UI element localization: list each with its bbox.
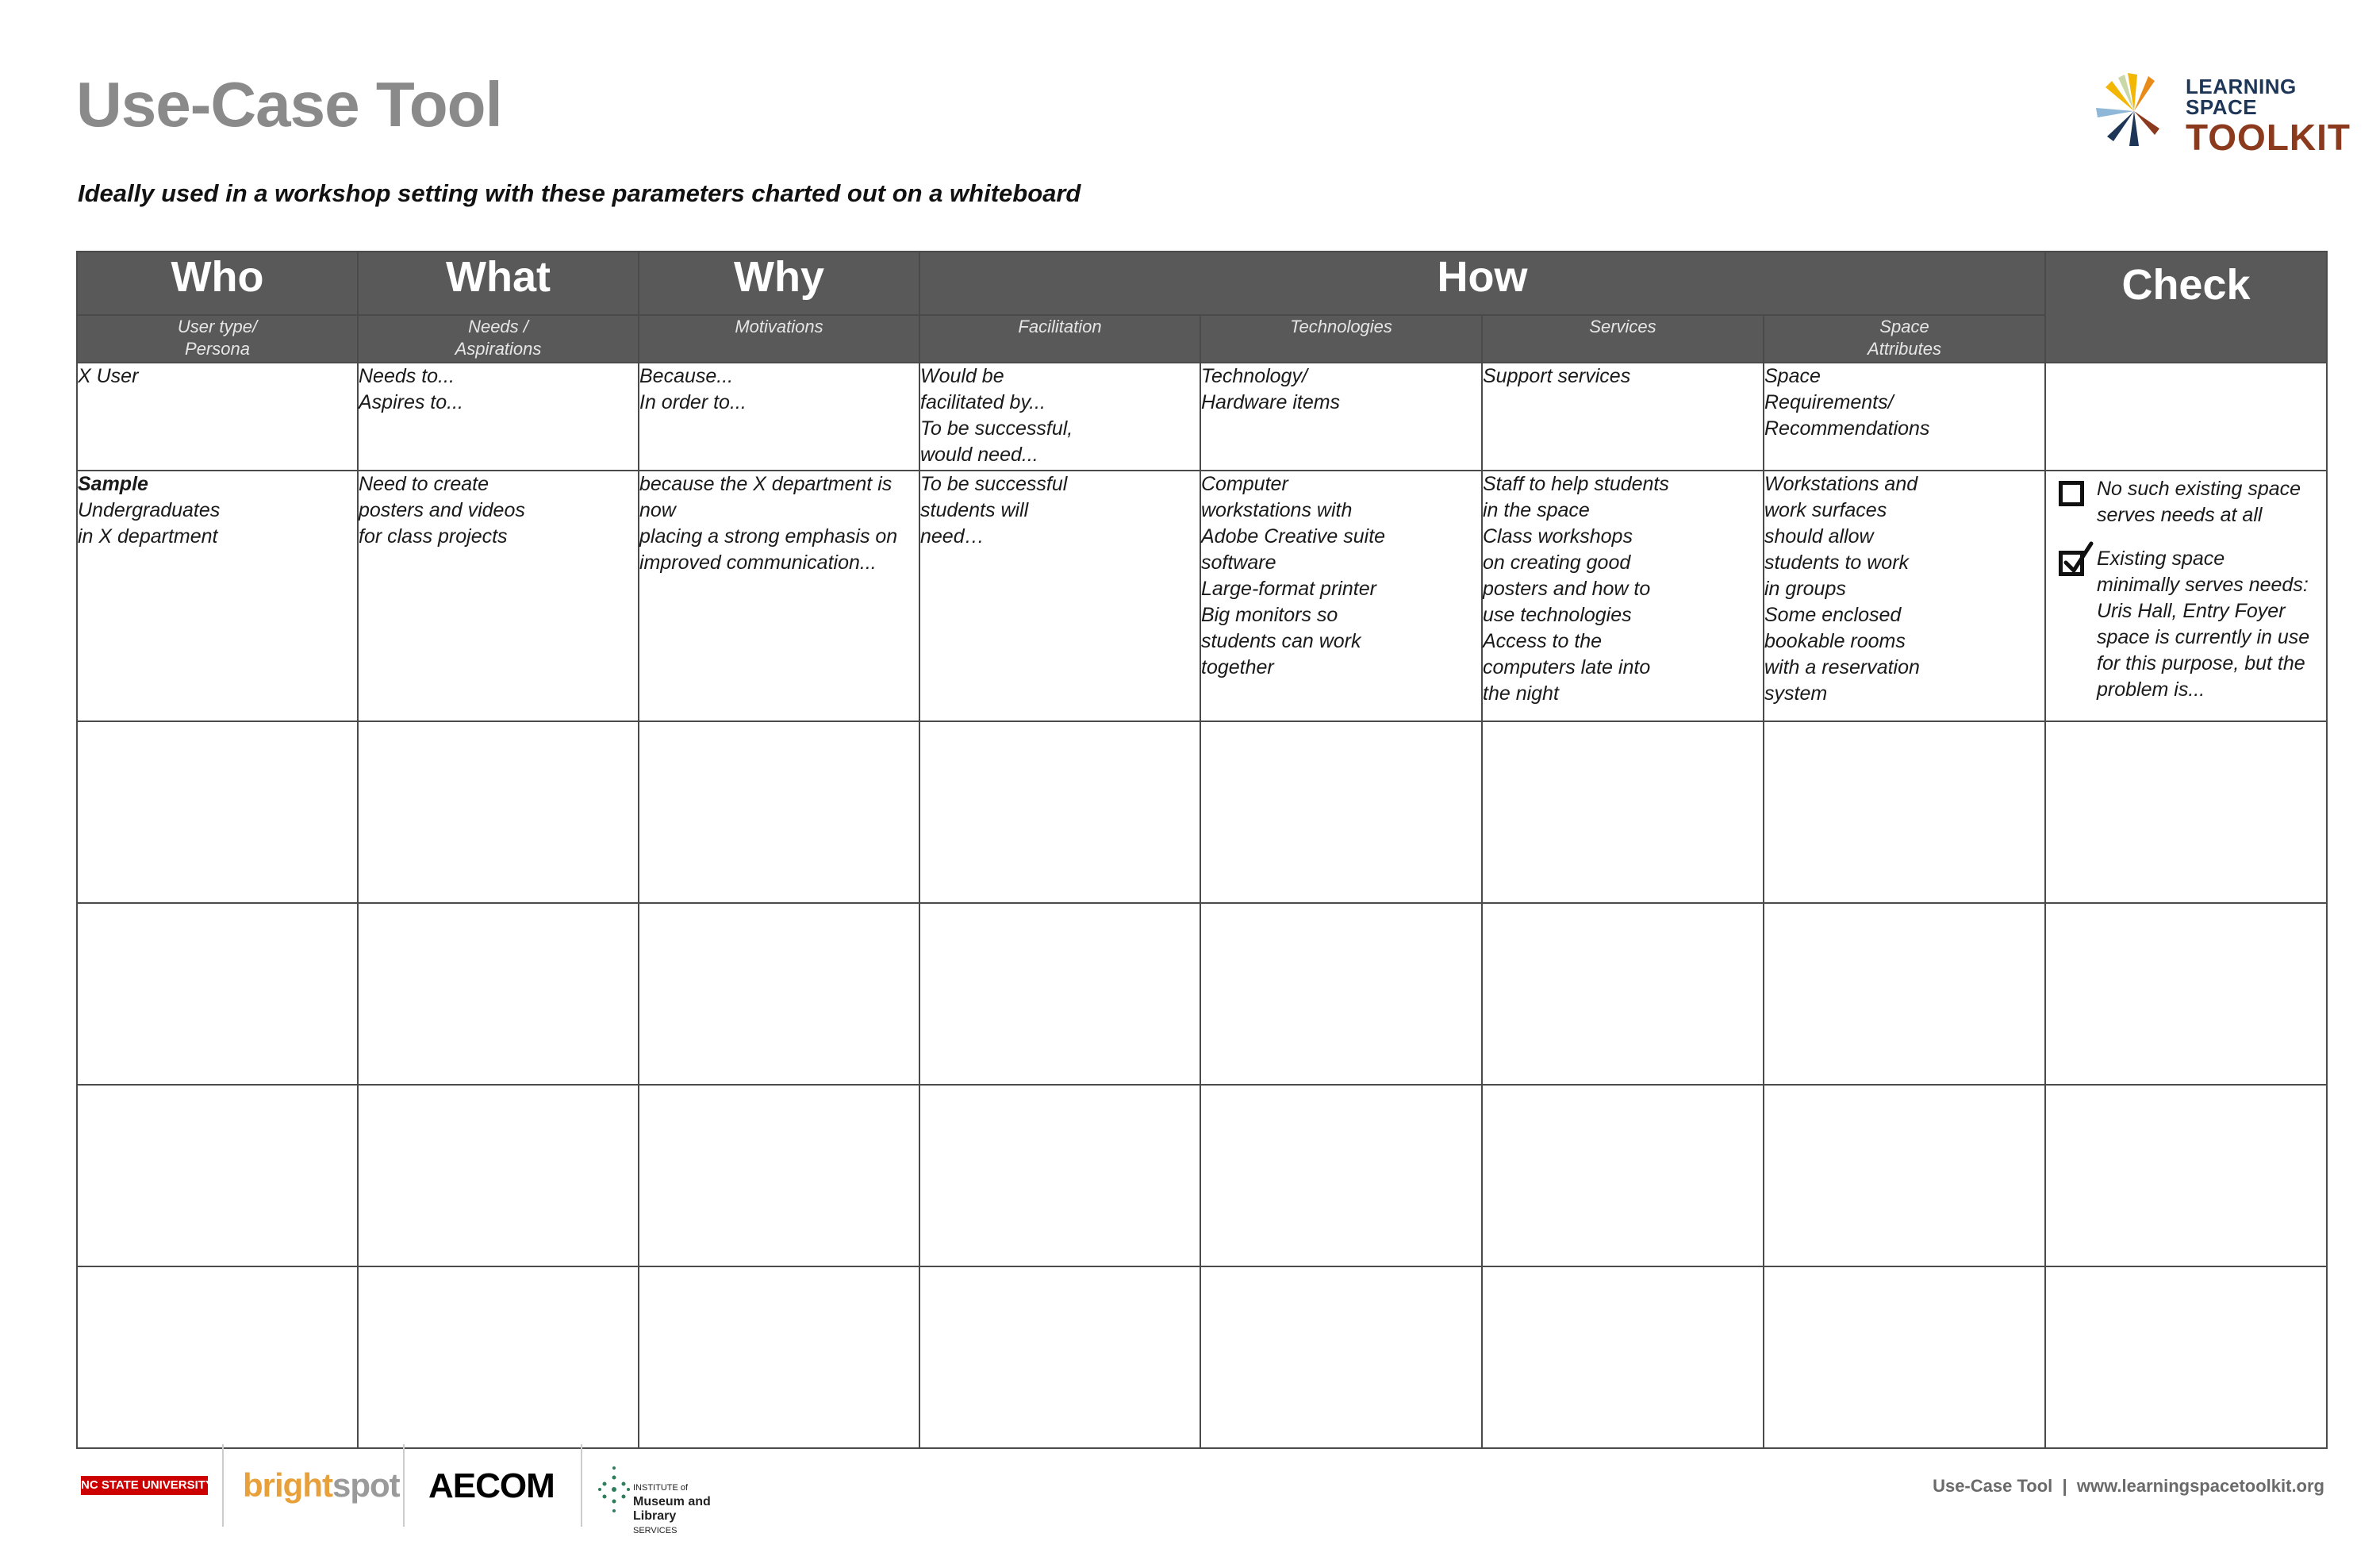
- sample-cell-who[interactable]: [77, 471, 358, 721]
- subheader-facilitation: Facilitation: [919, 315, 1200, 363]
- empty-cell[interactable]: [1764, 721, 2045, 903]
- cell-line: bookable rooms: [1764, 630, 1906, 652]
- empty-row: [77, 721, 2327, 903]
- cell-line: software: [1201, 551, 1276, 574]
- divider: [581, 1444, 582, 1527]
- imls-logo: [597, 1462, 755, 1535]
- brightspot-b: spot: [332, 1466, 400, 1504]
- cell-line: for class projects: [359, 525, 508, 548]
- empty-cell[interactable]: [1482, 1085, 1764, 1266]
- sample-cell-why[interactable]: [639, 471, 919, 721]
- guide-row: [77, 363, 2327, 471]
- cell-line: together: [1201, 656, 1274, 678]
- header-how: How: [919, 252, 2045, 315]
- cell-line: problem is...: [2097, 678, 2205, 701]
- imls-burst-icon: [597, 1462, 631, 1517]
- empty-cell[interactable]: [77, 721, 358, 903]
- check-option-none: [2059, 476, 2326, 528]
- cell-line: Big monitors so: [1201, 604, 1338, 626]
- empty-cell[interactable]: [1200, 1085, 1482, 1266]
- cell-line: No such existing space: [2097, 478, 2301, 500]
- check-option-minimal: [2059, 546, 2326, 703]
- cell-line: improved communication...: [639, 551, 877, 574]
- sunburst-icon: [2086, 70, 2182, 149]
- ncsu-logo: NC STATE UNIVERSITY: [81, 1476, 208, 1495]
- sample-cell-services[interactable]: [1482, 471, 1764, 721]
- guide-cell-who[interactable]: [77, 363, 358, 471]
- subheader-motivations: Motivations: [639, 315, 919, 363]
- aecom-logo: AECOM: [428, 1466, 555, 1505]
- cell-line: Recommendations: [1764, 417, 1930, 440]
- sample-cell-what[interactable]: [358, 471, 639, 721]
- use-case-table: [76, 251, 2328, 1449]
- sample-cell-check: [2045, 471, 2327, 721]
- cell-line: for this purpose, but the: [2097, 652, 2305, 674]
- empty-cell[interactable]: [639, 903, 919, 1085]
- empty-cell[interactable]: [1764, 1266, 2045, 1448]
- cell-line: To be successful,: [920, 417, 1073, 440]
- divider: [222, 1444, 224, 1527]
- cell-line: posters and videos: [359, 499, 525, 521]
- empty-cell[interactable]: [919, 721, 1200, 903]
- cell-line: Technology/: [1201, 365, 1307, 387]
- check-text: [2097, 546, 2309, 703]
- empty-cell[interactable]: [919, 903, 1200, 1085]
- empty-cell[interactable]: [639, 1085, 919, 1266]
- empty-cell[interactable]: [77, 1085, 358, 1266]
- empty-cell[interactable]: [358, 1085, 639, 1266]
- cell-line: Workstations and: [1764, 473, 1918, 495]
- subheader-technologies: Technologies: [1200, 315, 1482, 363]
- cell-line: space is currently in use: [2097, 626, 2310, 648]
- imls-line: SERVICES: [633, 1526, 678, 1535]
- empty-cell[interactable]: [1482, 1266, 1764, 1448]
- empty-row: [77, 1085, 2327, 1266]
- cell-line: would need...: [920, 444, 1038, 466]
- cell-line: students can work: [1201, 630, 1361, 652]
- cell-line: students to work: [1764, 551, 1910, 574]
- cell-line: serves needs at all: [2097, 504, 2263, 526]
- cell-line: minimally serves needs:: [2097, 574, 2309, 596]
- cell-line: Uris Hall, Entry Foyer: [2097, 600, 2286, 622]
- guide-cell-services[interactable]: [1482, 363, 1764, 471]
- cell-line: Would be: [920, 365, 1004, 387]
- cell-line: Class workshops: [1483, 525, 1633, 548]
- empty-cell[interactable]: [639, 721, 919, 903]
- empty-cell[interactable]: [1482, 721, 1764, 903]
- empty-cell[interactable]: [2045, 903, 2327, 1085]
- guide-cell-facilitation[interactable]: [919, 363, 1200, 471]
- cell-line: Needs to...: [359, 365, 455, 387]
- empty-cell[interactable]: [2045, 1085, 2327, 1266]
- cell-line: Because...: [639, 365, 734, 387]
- empty-cell[interactable]: [639, 1266, 919, 1448]
- empty-cell[interactable]: [1200, 1266, 1482, 1448]
- empty-cell[interactable]: [358, 1266, 639, 1448]
- cell-line: work surfaces: [1764, 499, 1887, 521]
- brand-line-2: TOOLKIT: [2186, 117, 2351, 158]
- sample-cell-facilitation[interactable]: [919, 471, 1200, 721]
- learning-space-toolkit-logo: [2086, 70, 2351, 158]
- cell-line: Adobe Creative suite: [1201, 525, 1386, 548]
- imls-line: Museum and Library: [633, 1495, 711, 1523]
- empty-cell[interactable]: [1200, 903, 1482, 1085]
- empty-cell[interactable]: [358, 903, 639, 1085]
- sample-cell-technologies[interactable]: [1200, 471, 1482, 721]
- empty-cell[interactable]: [919, 1266, 1200, 1448]
- partner-logos: [76, 1444, 838, 1535]
- page-subtitle: Ideally used in a workshop setting with these parameters charted out on a whiteboard: [78, 179, 1081, 207]
- empty-cell[interactable]: [1482, 903, 1764, 1085]
- subheader-space-attributes: Space Attributes: [1764, 315, 2045, 363]
- sample-cell-space[interactable]: [1764, 471, 2045, 721]
- cell-line: in groups: [1764, 578, 1846, 600]
- cell-line: Staff to help students: [1483, 473, 1669, 495]
- empty-row: [77, 1266, 2327, 1448]
- cell-line: now: [639, 499, 676, 521]
- cell-line: students will: [920, 499, 1029, 521]
- cell-line: placing a strong emphasis on: [639, 525, 898, 548]
- sample-label: Sample: [78, 473, 148, 495]
- empty-cell[interactable]: [1764, 903, 2045, 1085]
- guide-cell-check[interactable]: [2045, 363, 2327, 471]
- cell-line: computers late into: [1483, 656, 1651, 678]
- cell-line: need…: [920, 525, 985, 548]
- empty-cell[interactable]: [77, 903, 358, 1085]
- guide-cell-what[interactable]: [358, 363, 639, 471]
- cell-line: Need to create: [359, 473, 489, 495]
- empty-cell[interactable]: [919, 1085, 1200, 1266]
- empty-row: [77, 903, 2327, 1085]
- guide-cell-why[interactable]: [639, 363, 919, 471]
- cell-line: X User: [78, 365, 139, 387]
- cell-line: Access to the: [1483, 630, 1603, 652]
- empty-cell[interactable]: [1200, 721, 1482, 903]
- footer-url: Use-Case Tool | www.learningspacetoolkit.org: [1933, 1476, 2324, 1496]
- cell-line: Some enclosed: [1764, 604, 1902, 626]
- empty-cell[interactable]: [2045, 1266, 2327, 1448]
- cell-line: posters and how to: [1483, 578, 1651, 600]
- cell-line: Large-format printer: [1201, 578, 1376, 600]
- cell-line: in the space: [1483, 499, 1590, 521]
- cell-line: should allow: [1764, 525, 1874, 548]
- header-check: Check: [2045, 252, 2327, 363]
- cell-line: use technologies: [1483, 604, 1632, 626]
- cell-line: in X department: [78, 525, 218, 548]
- empty-cell[interactable]: [2045, 721, 2327, 903]
- brightspot-logo: [243, 1466, 400, 1504]
- cell-line: Support services: [1483, 365, 1631, 387]
- empty-cell[interactable]: [1764, 1085, 2045, 1266]
- brand-line-1: LEARNING SPACE: [2186, 75, 2297, 119]
- cell-line: Space: [1764, 365, 1821, 387]
- cell-line: To be successful: [920, 473, 1068, 495]
- header-why: Why: [639, 252, 919, 315]
- cell-line: workstations with: [1201, 499, 1353, 521]
- checkmark-icon: [2061, 540, 2094, 577]
- cell-line: Hardware items: [1201, 391, 1341, 413]
- subheader-services: Services: [1482, 315, 1764, 363]
- guide-cell-space[interactable]: [1764, 363, 2045, 471]
- cell-line: because the X department is: [639, 473, 892, 495]
- cell-line: on creating good: [1483, 551, 1631, 574]
- check-text: [2097, 476, 2301, 528]
- header-what: What: [358, 252, 639, 315]
- page-title: Use-Case Tool: [76, 69, 502, 140]
- guide-cell-technologies[interactable]: [1200, 363, 1482, 471]
- cell-line: In order to...: [639, 391, 747, 413]
- cell-line: the night: [1483, 682, 1559, 705]
- cell-line: Undergraduates: [78, 499, 221, 521]
- cell-line: facilitated by...: [920, 391, 1046, 413]
- cell-line: Aspires to...: [359, 391, 463, 413]
- brightspot-a: bright: [243, 1466, 332, 1504]
- cell-line: Requirements/: [1764, 391, 1894, 413]
- cell-line: Computer: [1201, 473, 1288, 495]
- subheader-user-type: User type/ Persona: [77, 315, 358, 363]
- cell-line: with a reservation: [1764, 656, 1920, 678]
- sample-row: [77, 471, 2327, 721]
- header-who: Who: [77, 252, 358, 315]
- imls-line: INSTITUTE of: [633, 1483, 689, 1493]
- divider: [403, 1444, 405, 1527]
- checked-checkbox[interactable]: [2059, 551, 2084, 576]
- cell-line: Existing space: [2097, 548, 2225, 570]
- empty-cell[interactable]: [358, 721, 639, 903]
- empty-cell[interactable]: [77, 1266, 358, 1448]
- cell-line: system: [1764, 682, 1828, 705]
- subheader-needs: Needs / Aspirations: [358, 315, 639, 363]
- unchecked-checkbox[interactable]: [2059, 481, 2084, 506]
